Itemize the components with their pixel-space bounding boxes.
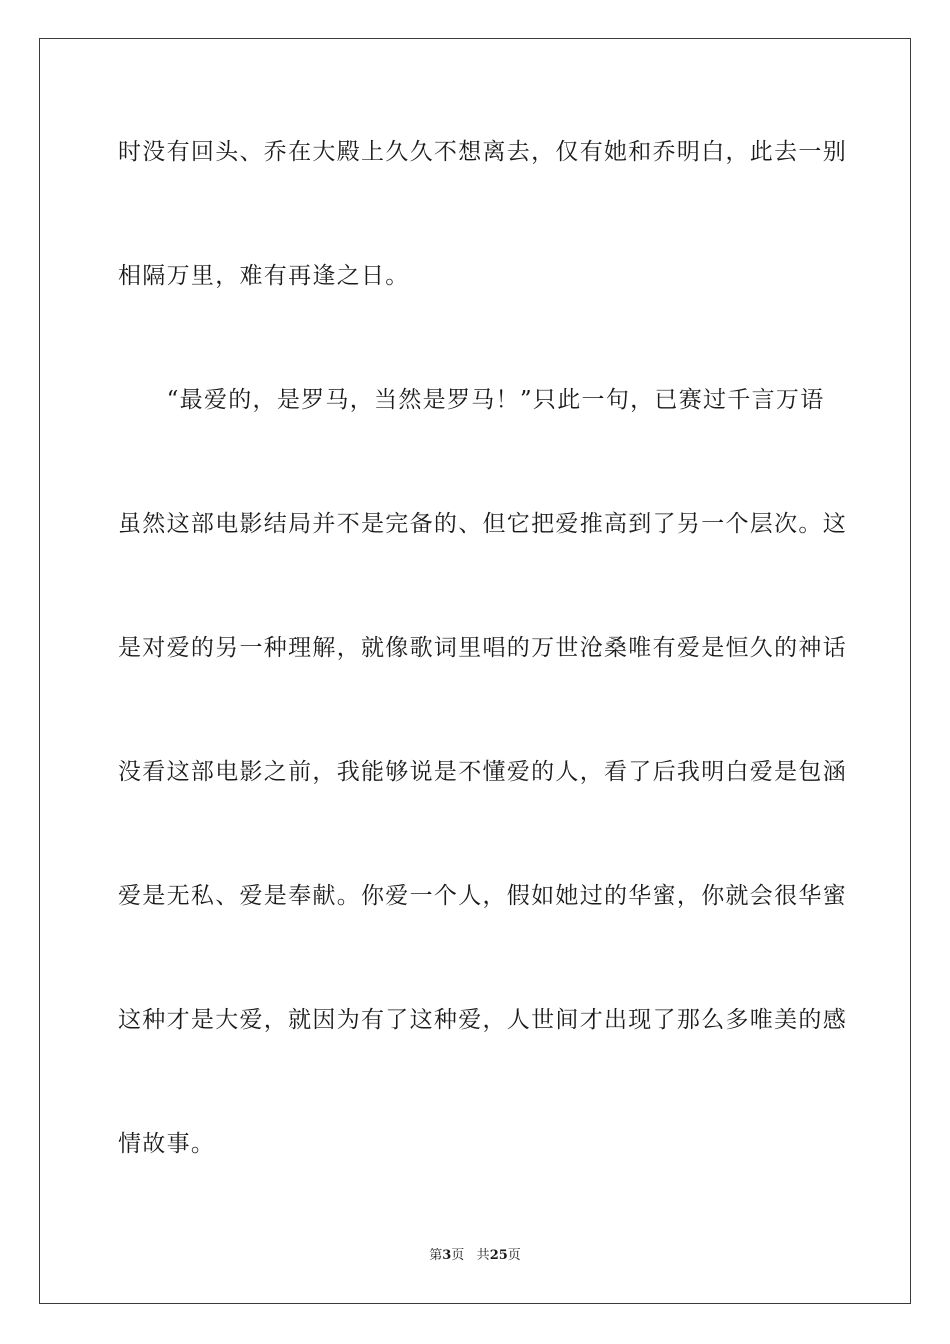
- page-border: [39, 38, 911, 1304]
- text-line-2: 相隔万里，难有再逢之日。: [118, 263, 410, 289]
- text-line-8: 这种才是大爱，就因为有了这种爱，人世间才出现了那么多唯美的感: [118, 1007, 847, 1033]
- text-line-6: 没看这部电影之前，我能够说是不懂爱的人，看了后我明白爱是包涵: [118, 759, 847, 785]
- total-suffix: 页: [507, 1248, 521, 1263]
- text-line-7: 爱是无私、爱是奉献。你爱一个人，假如她过的华蜜，你就会很华蜜: [118, 883, 847, 909]
- text-line-9: 情故事。: [118, 1131, 216, 1157]
- total-pages: 25: [489, 1248, 508, 1263]
- total-prefix: 共: [476, 1248, 490, 1263]
- text-line-4: 虽然这部电影结局并不是完备的、但它把爱推高到了另一个层次。这: [118, 511, 847, 537]
- text-line-5: 是对爱的另一种理解，就像歌词里唱的万世沧桑唯有爱是恒久的神话: [118, 635, 847, 661]
- page-number: 3: [442, 1248, 452, 1263]
- page-suffix: 页: [451, 1248, 465, 1263]
- text-line-1: 时没有回头、乔在大殿上久久不想离去，仅有她和乔明白，此去一别: [118, 139, 847, 165]
- page-prefix: 第: [429, 1248, 443, 1263]
- page-footer: [0, 1247, 950, 1265]
- text-line-3: “最爱的，是罗马，当然是罗马！”只此一句，已赛过千言万语: [118, 387, 825, 413]
